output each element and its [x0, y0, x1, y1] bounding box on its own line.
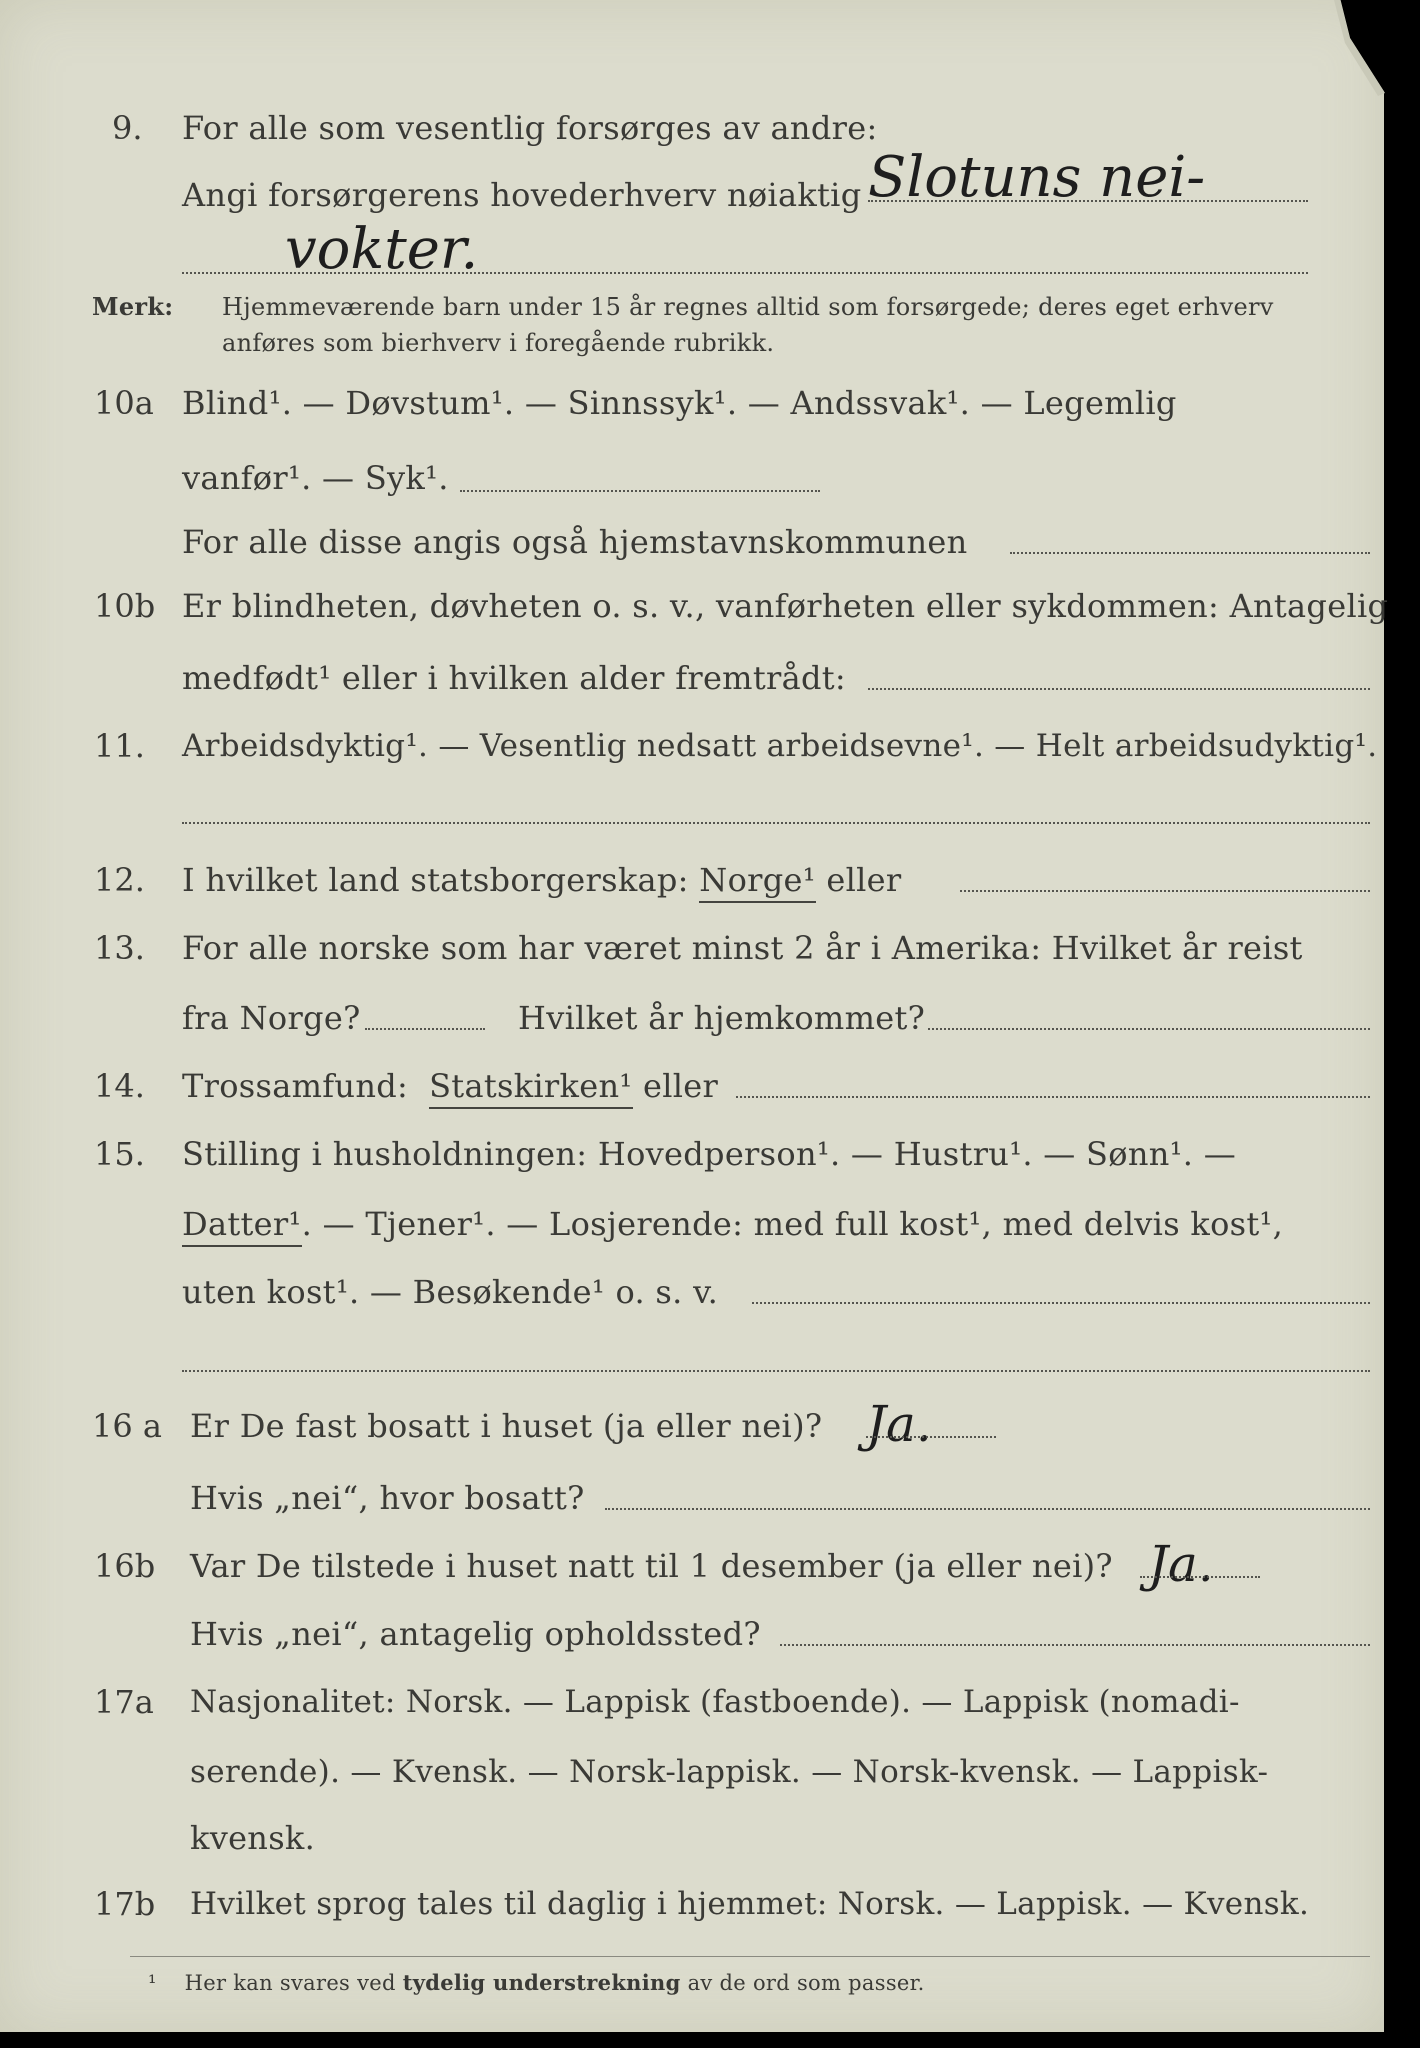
q16a-number: 16 a	[92, 1407, 162, 1445]
q16b-line2: Hvis „nei“, antagelig opholdssted?	[190, 1615, 761, 1653]
q13-year-returned-line	[928, 1028, 1370, 1030]
q12-prefix: I hvilket land statsborgerskap:	[182, 861, 689, 899]
q16a-location-line	[605, 1508, 1370, 1510]
q14-suffix: eller	[642, 1067, 719, 1105]
q12-suffix: eller	[826, 861, 902, 899]
q10a-line1: Blind¹. — Døvstum¹. — Sinnssyk¹. — Andssvak¹. — Legemlig	[182, 384, 1177, 422]
q10b-number: 10b	[94, 587, 156, 625]
q16a-answer-line	[866, 1436, 996, 1438]
q10b-answer-line	[868, 688, 1370, 690]
q15-underlined-choice: Datter¹	[182, 1205, 302, 1247]
q15-line2-rest: . — Tjener¹. — Losjerende: med full kost¹, med delvis kost¹,	[301, 1205, 1284, 1243]
q9-answer-line1	[868, 200, 1308, 202]
q9-answer-line2	[182, 272, 1308, 274]
note-line2: anføres som bierhverv i foregående rubrikk.	[222, 329, 775, 357]
q9-line1: For alle som vesentlig forsørges av andre:	[182, 109, 878, 147]
q15-line1: Stilling i husholdningen: Hovedperson¹. — Hustru¹. — Sønn¹. —	[182, 1135, 1237, 1173]
q17b-number: 17b	[94, 1885, 156, 1923]
q16b-line1: Var De tilstede i huset natt til 1 desember (ja eller nei)?	[190, 1547, 1113, 1585]
q10b-line1: Er blindheten, døvheten o. s. v., vanførheten eller sykdommen: Antagelig	[182, 587, 1389, 625]
q9-number: 9.	[112, 109, 143, 147]
q17a-line3: kvensk.	[190, 1819, 316, 1857]
footnote-marker: ¹	[148, 1971, 157, 1995]
q16b-answer-line	[1140, 1576, 1260, 1578]
q15-line3: uten kost¹. — Besøkende¹ o. s. v.	[182, 1273, 719, 1311]
q10a-line3: For alle disse angis også hjemstavnskommunen	[182, 523, 968, 561]
q15-line2	[182, 1204, 1283, 1244]
q14-answer-line	[736, 1096, 1370, 1098]
q15-number: 15.	[94, 1135, 145, 1173]
q10a-answer-line1	[460, 490, 820, 492]
q16a-handwritten-answer: Ja.	[866, 1395, 932, 1453]
q9-handwritten-answer-1: Slotuns nei-	[868, 145, 1206, 210]
q12-answer-line	[960, 890, 1370, 892]
q12-number: 12.	[94, 861, 145, 899]
q15-answer-line1	[752, 1302, 1370, 1304]
footnote-divider	[130, 1956, 1370, 1957]
q12-line	[182, 860, 902, 900]
q11-answer-line	[182, 822, 1370, 824]
q14-line	[182, 1066, 718, 1106]
q14-number: 14.	[94, 1067, 145, 1105]
q17a-line2: serende). — Kvensk. — Norsk-lappisk. — Norsk-kvensk. — Lappisk-	[190, 1754, 1269, 1790]
q16a-line2: Hvis „nei“, hvor bosatt?	[190, 1479, 585, 1517]
q15-answer-line2	[182, 1370, 1370, 1372]
q17a-number: 17a	[94, 1683, 154, 1721]
q11-line1: Arbeidsdyktig¹. — Vesentlig nedsatt arbeidsevne¹. — Helt arbeidsudyktig¹.	[182, 728, 1378, 764]
q10a-number: 10a	[94, 384, 154, 422]
q13-number: 13.	[94, 929, 145, 967]
q11-number: 11.	[94, 727, 145, 765]
q10a-line2: vanfør¹. — Syk¹.	[182, 459, 449, 497]
q17a-line1: Nasjonalitet: Norsk. — Lappisk (fastboende). — Lappisk (nomadi-	[190, 1684, 1240, 1720]
q10a-answer-line2	[1010, 552, 1370, 554]
q13-line1: For alle norske som har været minst 2 år i Amerika: Hvilket år reist	[182, 929, 1303, 967]
footnote-text-end: av de ord som passer.	[687, 1971, 925, 1995]
note-label: Merk:	[92, 292, 174, 321]
note-line1: Hjemmeværende barn under 15 år regnes alltid som forsørgede; deres eget erhverv	[222, 293, 1274, 321]
q9-handwritten-answer-2: vokter.	[285, 217, 479, 282]
q12-underlined-choice: Norge¹	[699, 861, 816, 903]
torn-corner	[1290, 0, 1420, 138]
q13-line2a: fra Norge?	[182, 999, 361, 1037]
q9-line2: Angi forsørgerens hovederhverv nøiaktig	[182, 176, 862, 214]
q10b-line2: medfødt¹ eller i hvilken alder fremtrådt:	[182, 659, 846, 697]
footnote-bold-text: tydelig understrekning	[402, 1970, 681, 1995]
footnote	[148, 1970, 925, 1996]
q13-line2b: Hvilket år hjemkommet?	[518, 999, 926, 1037]
q14-underlined-choice: Statskirken¹	[429, 1067, 632, 1109]
q17b-line1: Hvilket sprog tales til daglig i hjemmet: Norsk. — Lappisk. — Kvensk.	[190, 1886, 1310, 1922]
q16b-handwritten-answer: Ja.	[1148, 1535, 1214, 1593]
q16b-number: 16b	[94, 1547, 156, 1585]
q16b-location-line	[780, 1644, 1370, 1646]
q14-prefix: Trossamfund:	[182, 1067, 409, 1105]
q13-year-left-line	[365, 1028, 485, 1030]
footnote-text: Her kan svares ved	[184, 1971, 396, 1995]
q16a-line1: Er De fast bosatt i huset (ja eller nei)?	[190, 1407, 823, 1445]
